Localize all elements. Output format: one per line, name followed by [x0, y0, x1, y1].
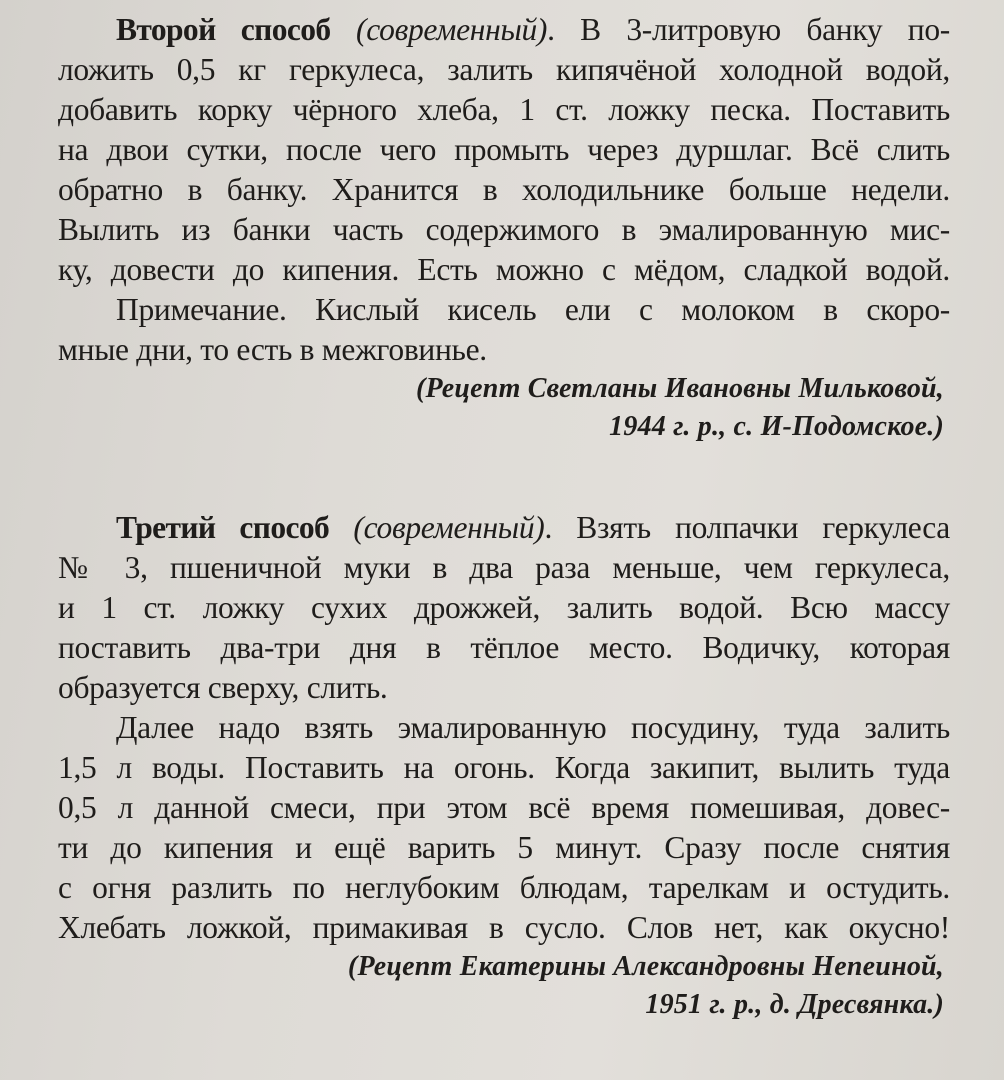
recipe-line: Далее надо взять эмалированную посудину, туда залить: [116, 710, 950, 745]
recipe-line: на двои сутки, после чего промыть через дуршлаг. Всё слить: [58, 132, 950, 167]
recipe-line: 1,5 л воды. Поставить на огонь. Когда закипит, вылить туда: [58, 750, 950, 785]
recipe-line: поставить два-три дня в тёплое место. Водичку, которая: [58, 630, 950, 665]
recipe-second-method: [58, 10, 950, 446]
recipe-line: образуется сверху, слить.: [58, 670, 388, 705]
recipe-text: . В 3-литровую банку по-: [547, 12, 950, 47]
recipe-source: (Рецепт Екатерины Александровны Непеиной,: [347, 951, 944, 982]
recipe-line: [58, 10, 950, 50]
recipe-line: Хлебать ложкой, примакивая в сусло. Слов нет, как окусно!: [58, 910, 950, 945]
recipe-heading: Второй способ: [116, 12, 331, 47]
recipe-line: № 3, пшеничной муки в два раза меньше, чем геркулеса,: [58, 550, 950, 585]
recipe-heading-note: (современный): [356, 12, 548, 47]
recipe-line: добавить корку чёрного хлеба, 1 ст. ложку песка. Поставить: [58, 92, 950, 127]
recipe-heading-note: (современный): [353, 510, 545, 545]
recipe-line: ти до кипения и ещё варить 5 минут. Сразу после снятия: [58, 830, 950, 865]
note-line: Примечание. Кислый кисель ели с молоком в скоро-: [116, 292, 950, 327]
recipe-line: и 1 ст. ложку сухих дрожжей, залить водой. Всю массу: [58, 590, 950, 625]
recipe-source: 1944 г. р., с. И-Подомское.): [609, 411, 944, 442]
recipe-text: . Взять полпачки геркулеса: [544, 510, 950, 545]
recipe-line: Вылить из банки часть содержимого в эмалированную мис-: [58, 212, 950, 247]
recipe-line: 0,5 л данной смеси, при этом всё время помешивая, довес-: [58, 790, 950, 825]
note-line: мные дни, то есть в межговинье.: [58, 332, 487, 367]
recipe-line: ложить 0,5 кг геркулеса, залить кипячёной холодной водой,: [58, 52, 950, 87]
recipe-line: [58, 508, 950, 548]
recipe-line: ку, довести до кипения. Есть можно с мёдом, сладкой водой.: [58, 252, 950, 287]
recipe-third-method: [58, 508, 950, 1024]
recipe-line: обратно в банку. Хранится в холодильнике больше недели.: [58, 172, 950, 207]
recipe-line: с огня разлить по неглубоким блюдам, тарелкам и остудить.: [58, 870, 950, 905]
recipe-source: (Рецепт Светланы Ивановны Мильковой,: [415, 373, 944, 404]
recipe-heading: Третий способ: [116, 510, 330, 545]
recipe-source: 1951 г. р., д. Дресвянка.): [645, 989, 944, 1020]
